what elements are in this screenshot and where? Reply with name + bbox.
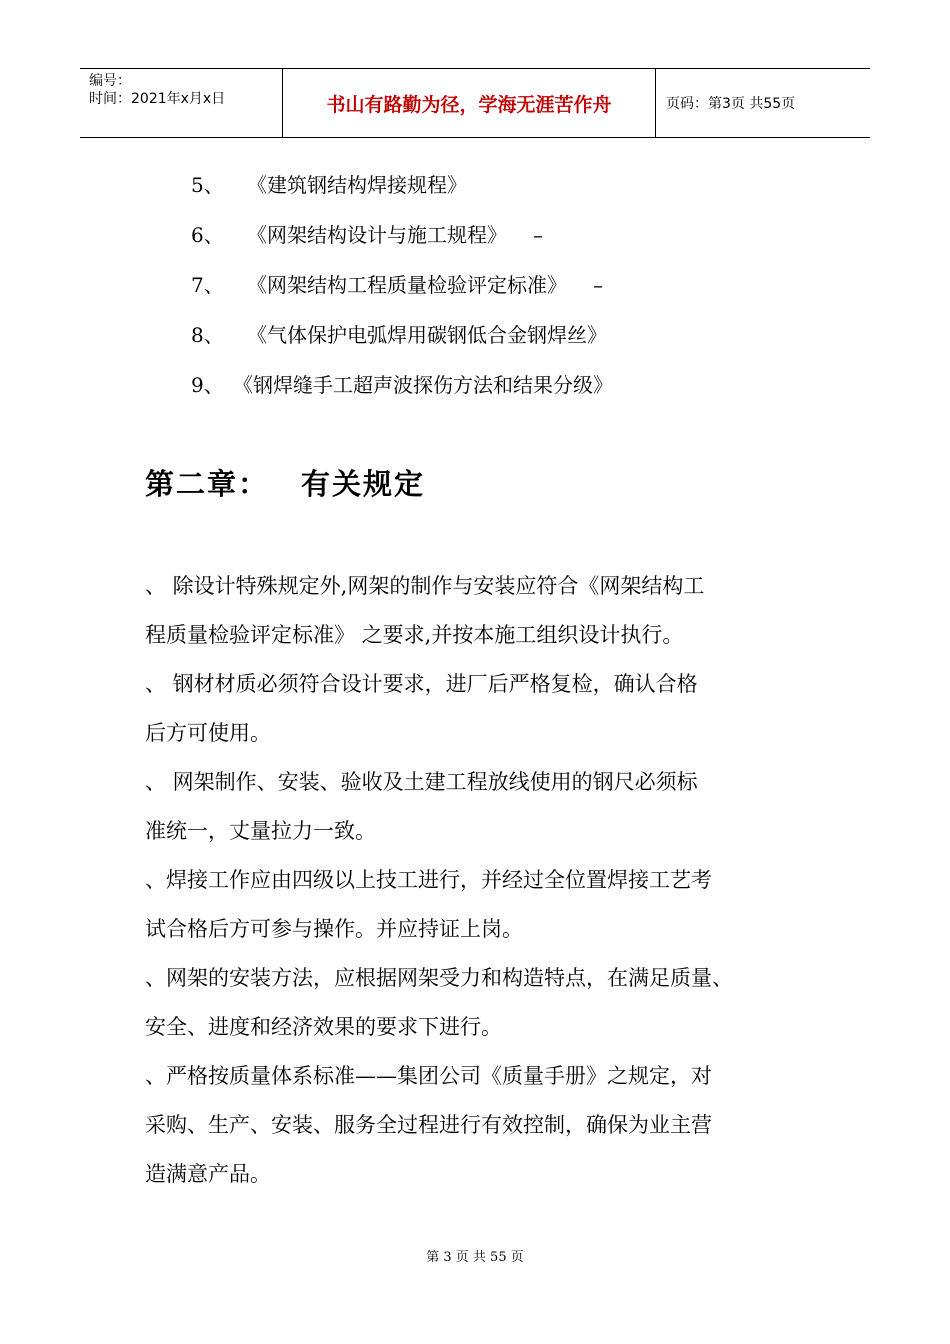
reference-number: 5、 <box>191 173 224 197</box>
reference-list <box>191 168 639 418</box>
header-motto: 书山有路勤为径，学海无涯苦作舟 <box>326 93 612 116</box>
reference-item <box>191 168 639 218</box>
reference-title: 《网架结构工程质量检验评定标准》 <box>247 273 567 297</box>
reference-title: 《气体保护电弧焊用碳钢低合金钢焊丝》 <box>247 323 607 347</box>
reference-number: 8、 <box>191 323 224 347</box>
reference-number: 9、 <box>191 373 224 397</box>
header-meta <box>89 72 225 108</box>
paragraph <box>145 1052 835 1199</box>
reference-title: 《网架结构设计与施工规程》 <box>247 223 507 247</box>
paragraph-line: 采购、生产、安装、服务全过程进行有效控制，确保为业主营 <box>145 1113 712 1137</box>
paragraph-line: 后方可使用。 <box>145 721 271 745</box>
paragraph-line: 、严格按质量体系标准——集团公司《质量手册》之规定，对 <box>145 1064 712 1088</box>
reference-item <box>191 318 639 368</box>
reference-item <box>191 368 639 418</box>
paragraph-line: 安全、进度和经济效果的要求下进行。 <box>145 1015 502 1039</box>
paragraph-line: 、 网架制作、安装、验收及土建工程放线使用的钢尺必须标 <box>145 770 698 794</box>
reference-item <box>191 218 639 268</box>
paragraph-line: 试合格后方可参与操作。并应持证上岗。 <box>145 917 523 941</box>
reference-item <box>191 268 639 318</box>
page-header <box>80 68 870 138</box>
chapter-title: 有关规定 <box>301 467 426 501</box>
paragraph-line: 、 除设计特殊规定外,网架的制作与安装应符合《网架结构工 <box>145 574 705 598</box>
reference-title: 《钢焊缝手工超声波探伤方法和结果分级》 <box>233 373 613 397</box>
reference-dash: – <box>533 223 543 247</box>
chapter-number: 第二章： <box>145 467 270 501</box>
paragraph <box>145 562 835 660</box>
paragraph-line: 、焊接工作应由四级以上技工进行，并经过全位置焊接工艺考 <box>145 868 712 892</box>
paragraph-line: 准统一，丈量拉力一致。 <box>145 819 376 843</box>
reference-number: 6、 <box>191 223 224 247</box>
paragraph-line: 、网架的安装方法，应根据网架受力和构造特点，在满足质量、 <box>145 966 733 990</box>
page-footer: 第 3 页 共 55 页 <box>426 1250 524 1265</box>
time-label: 时间：2021年x月x日 <box>89 91 226 107</box>
paragraph <box>145 758 835 856</box>
paragraph-line: 程质量检验评定标准》 之要求,并按本施工组织设计执行。 <box>145 623 684 647</box>
paragraph-line: 、 钢材材质必须符合设计要求，进厂后严格复检，确认合格 <box>145 672 698 696</box>
code-label: 编号： <box>89 73 131 89</box>
chapter-heading <box>145 462 425 503</box>
reference-title: 《建筑钢结构焊接规程》 <box>247 173 467 197</box>
paragraph <box>145 660 835 758</box>
paragraph <box>145 954 835 1052</box>
reference-dash: – <box>593 273 603 297</box>
paragraph-line: 造满意产品。 <box>145 1162 271 1186</box>
chapter-body <box>145 562 835 1199</box>
reference-number: 7、 <box>191 273 224 297</box>
paragraph <box>145 856 835 954</box>
header-page-info: 页码：第3页 共55页 <box>666 96 796 112</box>
header-divider <box>655 69 656 137</box>
